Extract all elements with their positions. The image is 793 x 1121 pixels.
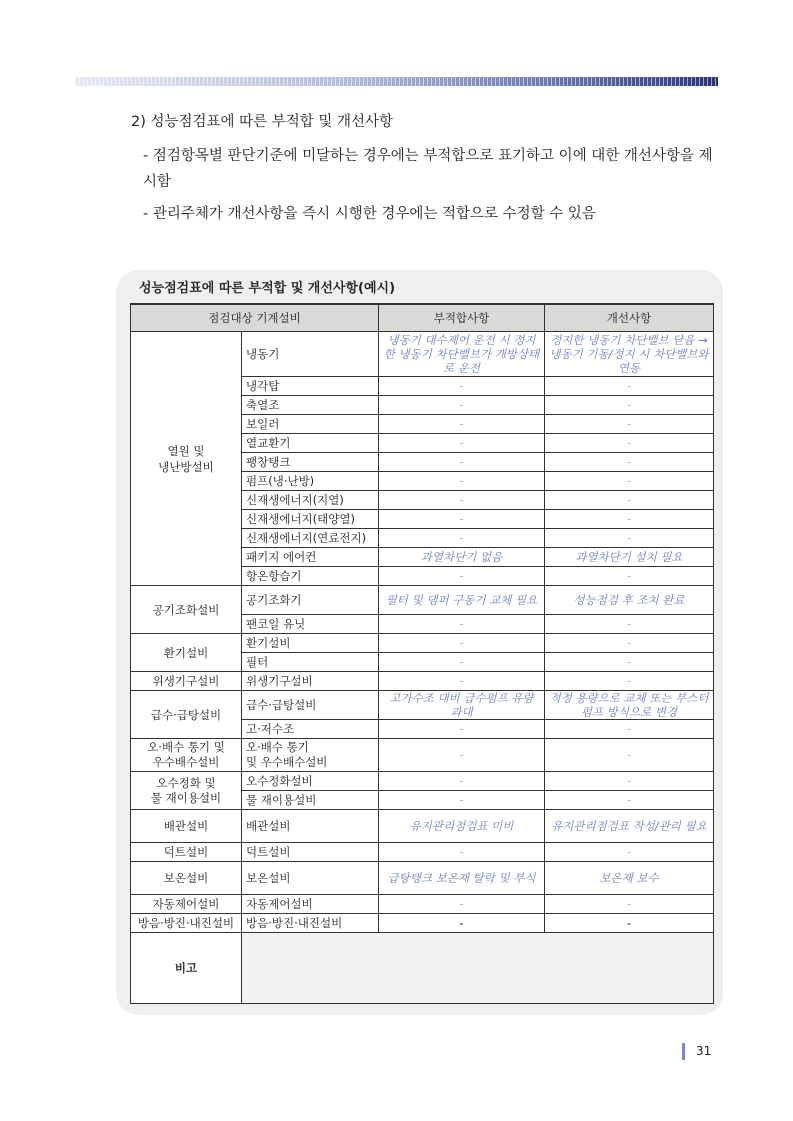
equipment-cell: 오수정화설비 — [242, 772, 379, 791]
bullet-item-1: - 점검항목별 판단기준에 미달하는 경우에는 부적합으로 표기하고 이에 대한 개선사항을 제시함 — [143, 148, 713, 190]
table-header-row — [131, 304, 714, 332]
nonconformity-cell: - — [379, 615, 545, 634]
improvement-cell: - — [545, 914, 714, 933]
equipment-cell: 방음·방진·내진설비 — [242, 914, 379, 933]
nonconformity-table — [130, 303, 714, 1004]
equipment-cell: 오·배수 통기 및 우수배수설비 — [242, 739, 379, 772]
equipment-cell: 급수·급탕설비 — [242, 691, 379, 720]
improvement-cell: - — [545, 653, 714, 672]
equipment-cell: 패키지 에어컨 — [242, 548, 379, 567]
improvement-cell: 성능점검 후 조치 완료 — [545, 586, 714, 615]
nonconformity-cell: - — [379, 529, 545, 548]
table-row — [131, 843, 714, 862]
nonconformity-cell: - — [379, 791, 545, 810]
category-cell: 방음·방진·내진설비 — [131, 914, 242, 933]
nonconformity-cell: - — [379, 739, 545, 772]
table-row — [131, 586, 714, 615]
page-number: 31 — [696, 1044, 712, 1058]
equipment-cell: 환기설비 — [242, 634, 379, 653]
nonconformity-cell: - — [379, 672, 545, 691]
note-body — [242, 933, 714, 1004]
category-cell: 오수정화 및 물 재이용설비 — [131, 772, 242, 810]
improvement-cell: - — [545, 615, 714, 634]
equipment-cell: 위생기구설비 — [242, 672, 379, 691]
improvement-cell: - — [545, 634, 714, 653]
table-row — [131, 672, 714, 691]
improvement-cell: - — [545, 529, 714, 548]
improvement-cell: - — [545, 791, 714, 810]
equipment-cell: 고·저수조 — [242, 720, 379, 739]
equipment-cell: 펌프(냉·난방) — [242, 472, 379, 491]
nonconformity-cell: - — [379, 510, 545, 529]
nonconformity-cell: 급탕탱크 보온재 탈락 및 부식 — [379, 862, 545, 895]
panel-title: 성능점검표에 따른 부적합 및 개선사항(예시) — [139, 281, 396, 296]
equipment-cell: 자동제어설비 — [242, 895, 379, 914]
improvement-cell: - — [545, 415, 714, 434]
improvement-cell: 보온재 보수 — [545, 862, 714, 895]
nonconformity-cell: - — [379, 377, 545, 396]
improvement-cell: - — [545, 472, 714, 491]
category-cell: 오·배수 통기 및 우수배수설비 — [131, 739, 242, 772]
category-cell: 급수·급탕설비 — [131, 691, 242, 739]
equipment-cell: 보일러 — [242, 415, 379, 434]
nonconformity-cell: - — [379, 472, 545, 491]
table-row-note — [131, 933, 714, 1004]
category-cell: 환기설비 — [131, 634, 242, 672]
equipment-cell: 물 재이용설비 — [242, 791, 379, 810]
nonconformity-cell: - — [379, 653, 545, 672]
nonconformity-cell: 필터 및 댐퍼 구동기 교체 필요 — [379, 586, 545, 615]
nonconformity-cell: - — [379, 843, 545, 862]
improvement-cell: - — [545, 434, 714, 453]
improvement-cell: - — [545, 720, 714, 739]
nonconformity-cell: - — [379, 567, 545, 586]
equipment-cell: 신재생에너지(연료전지) — [242, 529, 379, 548]
improvement-cell: - — [545, 377, 714, 396]
nonconformity-cell: - — [379, 415, 545, 434]
improvement-cell: - — [545, 739, 714, 772]
nonconformity-cell: - — [379, 491, 545, 510]
improvement-cell: - — [545, 772, 714, 791]
header-target: 점검대상 기계설비 — [131, 304, 379, 332]
nonconformity-cell: 고가수조 대비 급수펌프 유량 과대 — [379, 691, 545, 720]
equipment-cell: 공기조화기 — [242, 586, 379, 615]
nonconformity-cell: 냉동기 대수제어 운전 시 정지한 냉동기 차단밸브가 개방상태로 운전 — [379, 332, 545, 377]
equipment-cell: 배관설비 — [242, 810, 379, 843]
category-cell: 위생기구설비 — [131, 672, 242, 691]
category-cell: 배관설비 — [131, 810, 242, 843]
category-cell: 보온설비 — [131, 862, 242, 895]
nonconformity-cell: - — [379, 895, 545, 914]
equipment-cell: 보온설비 — [242, 862, 379, 895]
category-cell: 열원 및 냉난방설비 — [131, 332, 242, 586]
equipment-cell: 신재생에너지(태양열) — [242, 510, 379, 529]
table-row — [131, 914, 714, 933]
header-nonconformity: 부적합사항 — [379, 304, 545, 332]
nonconformity-cell: - — [379, 772, 545, 791]
improvement-cell: - — [545, 567, 714, 586]
table-row — [131, 332, 714, 377]
header-bar-pattern — [75, 77, 718, 86]
category-cell: 공기조화설비 — [131, 586, 242, 634]
nonconformity-cell: - — [379, 914, 545, 933]
equipment-cell: 축열조 — [242, 396, 379, 415]
improvement-cell: - — [545, 396, 714, 415]
nonconformity-cell: 과열차단기 없음 — [379, 548, 545, 567]
nonconformity-cell: - — [379, 634, 545, 653]
table-row — [131, 691, 714, 720]
bullet-item-2: - 관리주체가 개선사항을 즉시 시행한 경우에는 적합으로 수정할 수 있음 — [143, 206, 596, 222]
header-improvement: 개선사항 — [545, 304, 714, 332]
nonconformity-cell: - — [379, 453, 545, 472]
improvement-cell: - — [545, 453, 714, 472]
equipment-cell: 필터 — [242, 653, 379, 672]
improvement-cell: - — [545, 895, 714, 914]
table-row — [131, 634, 714, 653]
nonconformity-cell: - — [379, 720, 545, 739]
table-row — [131, 739, 714, 772]
equipment-cell: 팽창탱크 — [242, 453, 379, 472]
improvement-cell: - — [545, 672, 714, 691]
equipment-cell: 열교환기 — [242, 434, 379, 453]
table-row — [131, 772, 714, 791]
nonconformity-cell: 유지관리점검표 미비 — [379, 810, 545, 843]
improvement-cell: 적정 용량으로 교체 또는 부스터펌프 방식으로 변경 — [545, 691, 714, 720]
category-cell: 자동제어설비 — [131, 895, 242, 914]
improvement-cell: - — [545, 843, 714, 862]
equipment-cell: 팬코일 유닛 — [242, 615, 379, 634]
equipment-cell: 냉각탑 — [242, 377, 379, 396]
page-number-bar — [682, 1043, 685, 1060]
improvement-cell: - — [545, 510, 714, 529]
section-heading: 2) 성능점검표에 따른 부적합 및 개선사항 — [131, 114, 394, 130]
improvement-cell: 정지한 냉동기 차단밸브 닫음 →냉동기 기동/정지 시 차단밸브와 연동 — [545, 332, 714, 377]
equipment-cell: 항온항습기 — [242, 567, 379, 586]
nonconformity-cell: - — [379, 396, 545, 415]
equipment-cell: 덕트설비 — [242, 843, 379, 862]
note-label: 비고 — [131, 933, 242, 1004]
table-row — [131, 895, 714, 914]
improvement-cell: 과열차단기 설치 필요 — [545, 548, 714, 567]
table-row — [131, 862, 714, 895]
improvement-cell: 유지관리점검표 작성/관리 필요 — [545, 810, 714, 843]
category-cell: 덕트설비 — [131, 843, 242, 862]
equipment-cell: 신재생에너지(지열) — [242, 491, 379, 510]
nonconformity-cell: - — [379, 434, 545, 453]
table-row — [131, 810, 714, 843]
improvement-cell: - — [545, 491, 714, 510]
equipment-cell: 냉동기 — [242, 332, 379, 377]
